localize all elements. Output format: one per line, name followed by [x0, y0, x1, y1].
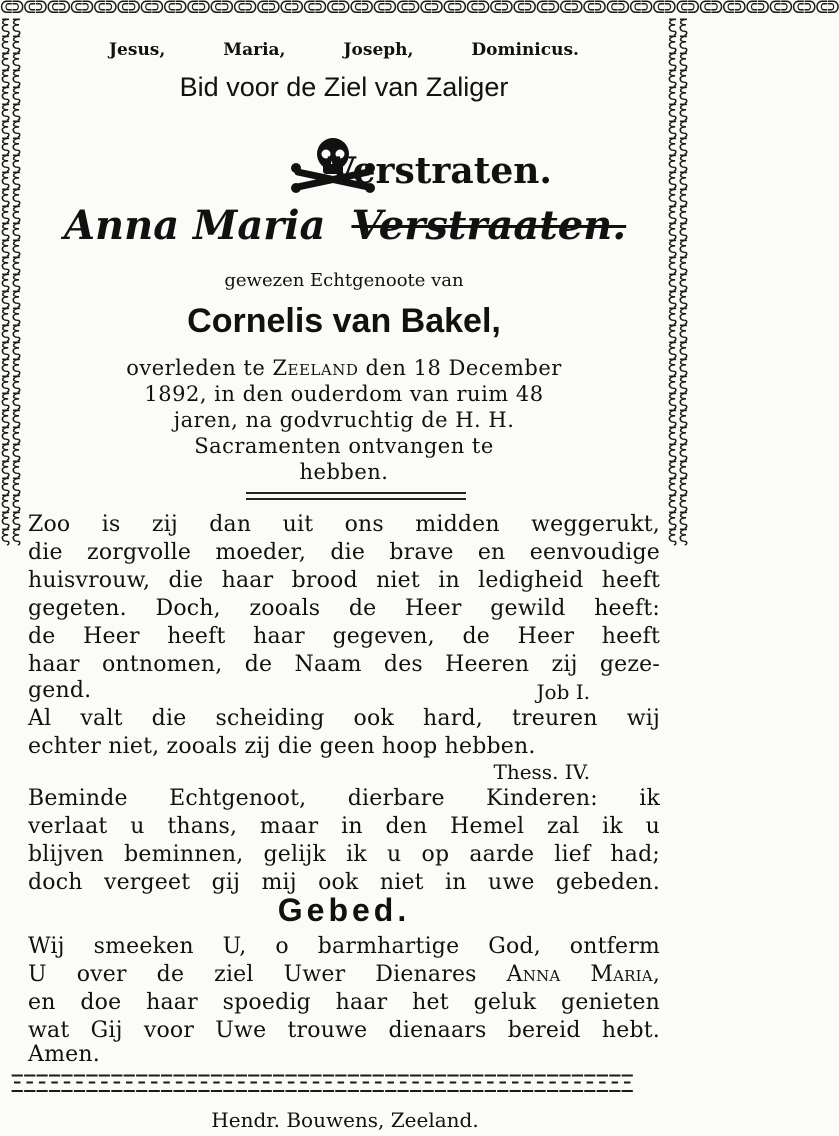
paragraph-line: gend.: [28, 678, 92, 703]
divider-rule: [246, 498, 466, 500]
paragraph-line: de Heer heeft haar gegeven, de Heer heeft: [28, 624, 660, 649]
surname-correction: Verstraten.: [328, 150, 552, 192]
paragraph-line: gegeten. Doch, zooals de Heer gewild heeft:: [28, 596, 660, 621]
paragraph-line: blijven beminnen, gelijk ik u op aarde lief had;: [28, 842, 660, 867]
place-name: Zeeland: [272, 356, 359, 380]
paragraph-line: doch vergeet gij mij ook niet in uwe gebeden.: [28, 870, 660, 895]
death-notice-line: overleden te Zeeland den 18 December: [126, 356, 562, 380]
decorative-border-bottom: ΞΞΞΞΞΞΞΞΞΞΞΞΞΞΞΞΞΞΞΞΞΞΞΞΞΞΞΞΞΞΞΞΞΞΞΞΞΞΞΞΞΞΞΞΞΞΞΞΞΞ: [10, 1070, 633, 1098]
death-notice-line: hebben.: [299, 460, 389, 484]
saint-name: Maria,: [223, 40, 286, 60]
saint-name: Joseph,: [343, 40, 414, 60]
prayer-line: Amen.: [28, 1042, 100, 1067]
scripture-reference: Thess. IV.: [493, 760, 590, 784]
prayer-title: Gebed.: [277, 892, 411, 928]
death-notice-line: Sacramenten ontvangen te: [194, 434, 494, 458]
printer-imprint: Hendr. Bouwens, Zeeland.: [211, 1108, 479, 1132]
prayer-line: wat Gij voor Uwe trouwe dienaars bereid hebt.: [28, 1018, 660, 1043]
deceased-name: [64, 202, 664, 249]
scripture-reference: Job I.: [536, 680, 590, 704]
paragraph-line: verlaat u thans, maar in den Hemel zal ik u: [28, 814, 660, 839]
paragraph-line: Al valt die scheiding ook hard, treuren wij: [28, 706, 660, 731]
paragraph-line: Beminde Echtgenoot, dierbare Kinderen: ik: [28, 786, 660, 811]
saint-name: Dominicus.: [471, 40, 579, 60]
prayer-card: [28, 22, 660, 1068]
death-notice-line: 1892, in den ouderdom van ruim 48: [144, 382, 544, 406]
decorative-border-right: ξξξξξξξξξξξξξξξξξξξξξξξξξξξξξξξξξξξξξξξξξξξξξξξξξξξξξξξξξξξξξξ: [667, 16, 689, 547]
prayer-line: Wij smeeken U, o barmhartige God, ontferm: [28, 934, 660, 959]
prayer-line: U over de ziel Uwer Dienares Anna Maria,: [28, 962, 661, 987]
paragraph-line: huisvrouw, die haar brood niet in ledigheid heeft: [28, 568, 660, 593]
paragraph-line: echter niet, zooals zij die geen hoop hebben.: [28, 734, 536, 759]
deceased-first-names: Anna Maria: [64, 202, 326, 249]
decorative-border-left: ξξξξξξξξξξξξξξξξξξξξξξξξξξξξξξξξξξξξξξξξξξξξξξξξξξξξξξξξξξξξξξ: [0, 16, 22, 547]
spouse-intro: gewezen Echtgenoote van: [224, 270, 464, 291]
saint-name: Jesus,: [109, 40, 166, 60]
saints-line: [28, 40, 660, 60]
paragraph-line: die zorgvolle moeder, die brave en eenvoudige: [28, 540, 660, 565]
divider-rule: [246, 492, 466, 494]
paragraph-line: haar ontnomen, de Naam des Heeren zij geze-: [28, 652, 660, 677]
paragraph-line: Zoo is zij dan uit ons midden weggerukt,: [28, 512, 660, 537]
header-title: Bid voor de Ziel van Zaliger: [179, 72, 509, 102]
spouse-name: Cornelis van Bakel,: [187, 302, 501, 340]
death-notice-line: jaren, na godvruchtig de H. H.: [173, 408, 515, 432]
prayer-line: en doe haar spoedig haar het geluk genieten: [28, 990, 660, 1015]
deceased-name-smallcaps: Anna Maria: [506, 962, 653, 987]
decorative-border-top: ᕳᕲᕳᕲᕳᕲᕳᕲᕳᕲᕳᕲᕳᕲᕳᕲᕳᕲᕳᕲᕳᕲᕳᕲᕳᕲᕳᕲᕳᕲᕳᕲᕳᕲᕳᕲᕳᕲᕳᕲᕳᕲᕳᕲᕳᕲᕳᕲᕳᕲᕳᕲᕳᕲᕳᕲᕳᕲᕳᕲᕳᕲᕳᕲᕳᕲᕳᕲᕳᕲᕳᕲ: [0, 0, 839, 18]
struck-surname: Verstraaten.: [351, 202, 627, 249]
